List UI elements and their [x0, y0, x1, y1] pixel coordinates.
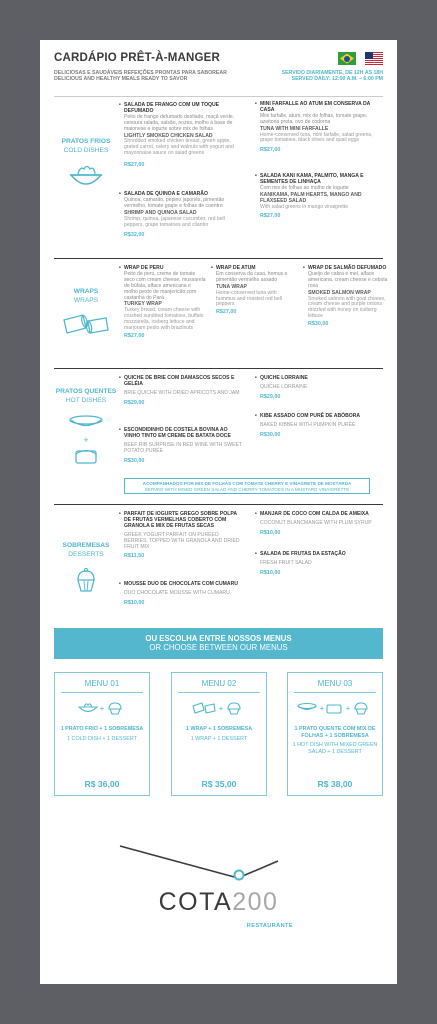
menu-item	[124, 582, 242, 607]
menu-price: R$ 38,00	[317, 779, 353, 789]
menu-item	[260, 414, 378, 439]
menu-title: MENU 03	[317, 679, 353, 688]
divider	[294, 692, 376, 693]
category-title-en: COLD DISHES	[63, 147, 109, 154]
category-desserts	[54, 542, 118, 593]
divider	[61, 692, 143, 693]
menu-item	[260, 174, 378, 220]
menu-item	[124, 512, 242, 560]
item-price: R$10,00	[260, 529, 281, 536]
item-desc: Peito de frango defumado desfiado, maçã verde, cenoura ralada, salsão, nozes, molho à base de maionese e iogurte sobre mix de folhas	[124, 113, 235, 132]
hot-dishes-icon	[67, 413, 105, 465]
menu-item	[260, 552, 378, 577]
item-name: • QUICHE DE BRIE COM DAMASCOS SECOS E GELÉIA	[124, 376, 242, 388]
item-desc-en: Home-conserved tuna, mini farfalle, salad greens, grape tomatoes, black olives and quail eggs	[260, 131, 373, 144]
item-desc-en: Shrimp, quinoa, japanese cucumber, red bell peppers, grape tomatoes and cilantro	[124, 215, 225, 228]
item-name: • SALADA KANI KAMA, PALMITO, MANGA E SEMENTES DE LINHAÇA	[260, 174, 378, 186]
item-price: R$11,50	[124, 553, 145, 560]
page-title: CARDÁPIO PRÊT-À-MANGER	[54, 52, 221, 64]
subtitle-pt: DELICIOSAS E SAUDÁVEIS REFEIÇÕES PRONTAS PARA SABOREAR	[54, 70, 227, 76]
service-hours	[253, 70, 383, 83]
svg-text:+: +	[99, 704, 105, 713]
category-title-en: HOT DISHES	[65, 397, 107, 404]
divider	[178, 692, 260, 693]
item-desc-en: FRESH FRUIT SALAD	[260, 559, 312, 566]
menu-line-pt: 1 PRATO FRIO + 1 SOBREMESA	[60, 726, 144, 732]
section-wraps	[54, 262, 388, 368]
item-name: • MANJAR DE COCO COM CALDA DE AMEIXA	[260, 512, 378, 518]
item-name-en: KANIKAMA, PALM HEARTS, MANGO AND FLAXSEED SALAD	[260, 191, 362, 204]
item-desc: Em conserva da casa, homus e pimentão vermelho assado	[216, 270, 288, 283]
svg-text:+: +	[218, 704, 224, 713]
item-name: • SALADA DE FRUTAS DA ESTAÇÃO	[260, 552, 378, 558]
menu-line-pt: 1 PRATO QUENTE COM MIX DE FOLHAS + 1 SOBREMESA	[294, 726, 376, 739]
brand-subtitle: RESTAURANTE	[246, 923, 293, 929]
menu-item	[308, 266, 388, 328]
menu-price: R$ 36,00	[84, 779, 120, 789]
svg-text:+: +	[345, 704, 351, 713]
divider	[54, 504, 383, 505]
item-name: • ESCONDIDINHO DE COSTELA BOVINA AO VINHO TINTO EM CREME DE BATATA DOCE	[124, 428, 242, 440]
subtitle-en: DELICIOUS AND HEALTHY MEALS READY TO SAVOR	[54, 76, 188, 83]
item-desc-en: BAKED KIBBEH WITH PUMPKIN PURÉE	[260, 421, 356, 428]
item-desc-en: With salad greens in mango vinaigrette	[260, 203, 349, 210]
item-name-en: SMOKED SALMON WRAP	[308, 289, 371, 296]
item-price: R$10,00	[260, 569, 281, 576]
menu-line-pt: 1 WRAP + 1 SOBREMESA	[185, 726, 253, 732]
item-desc-en: DUO CHOCOLATE MOUSSE WITH CUMARU	[124, 589, 230, 596]
item-name: • WRAP DE ATUM	[216, 266, 296, 272]
menu-title: MENU 01	[84, 679, 120, 688]
menu-price: R$ 35,00	[201, 779, 237, 789]
menu-item	[216, 266, 296, 316]
item-desc: Queijo de cabra e mel, alface americana, cream cheese e cebola roxa	[308, 270, 388, 289]
item-desc-en: Shredded smoked chicken breast, green apple, grated carrot, celery and walnuts with yogurt and mayonnaise sauce on salad greens	[124, 138, 234, 157]
item-price: R$27,00	[216, 309, 237, 316]
category-title-en: DESSERTS	[68, 551, 104, 558]
usa-flag-icon[interactable]	[365, 52, 383, 65]
cupcake-icon	[74, 567, 98, 593]
item-name-en: LIGHTLY SMOKED CHICKEN SALAD	[124, 132, 213, 139]
service-hours-en: SERVED DAILY: 12:00 A.M. – 6:00 PM	[291, 76, 383, 83]
brand-name-a: COTA	[158, 888, 233, 916]
divider	[54, 96, 383, 97]
clock-hands-logo-icon	[40, 840, 397, 890]
item-name-en: TUNA WITH MINI FARFALLE	[260, 125, 329, 132]
service-hours-pt: SERVIDO DIARIAMENTE, DE 12H ÀS 18H	[281, 70, 383, 76]
item-price: R$10,00	[124, 599, 145, 606]
category-title-pt: PRATOS QUENTES	[55, 388, 117, 395]
item-desc: Quinoa, camarão, pepino japonês, pimentão vermelho, tomate grape e folhas de coentro	[124, 196, 225, 209]
item-price: R$27,00	[124, 162, 145, 169]
item-name: • QUICHE LORRAINE	[260, 376, 378, 382]
menu-line-en: 1 COLD DISH + 1 DESSERT	[67, 735, 137, 742]
menu-title: MENU 02	[201, 679, 237, 688]
item-desc: Com mix de folhas ao molho de iogurte	[260, 184, 349, 191]
item-name: • MOUSSE DUO DE CHOCOLATE COM CUMARU	[124, 582, 242, 588]
menu-item	[260, 512, 378, 537]
menu-item	[124, 192, 242, 239]
menu-line-en: 1 HOT DISH WITH MIXED GREEN SALAD + 1 DESSERT	[292, 742, 378, 755]
item-price: R$27,00	[124, 332, 145, 339]
header	[54, 52, 383, 102]
salad-plus-dessert-icon	[77, 701, 127, 715]
item-name: • PARFAIT DE IOGURTE GREGO SOBRE POLPA DE FRUTAS VERMELHAS COBERTO COM GRANOLA E MIX DE FRUTAS SECAS	[124, 512, 242, 530]
item-price: R$32,00	[124, 232, 145, 239]
item-name: • SALADA DE QUINOA E CAMARÃO	[124, 192, 242, 198]
salad-bowl-icon	[68, 163, 104, 189]
item-desc-en: Home-conserved tuna with hummus and roasted red bell peppers	[216, 289, 282, 308]
side-salad-note	[124, 478, 370, 494]
item-name-en: SHRIMP AND QUINOA SALAD	[124, 209, 197, 216]
menu-item	[260, 102, 378, 154]
menu-item	[260, 376, 378, 401]
svg-text:+: +	[83, 435, 89, 445]
item-desc-en: Turkey breast, cream cheese with crushed sundried tomatoes, buffalo mozzarella, iceberg lettuce and marjoram pesto with brazilnuts	[124, 307, 204, 332]
menu-item	[124, 103, 242, 169]
item-desc-en: COCONUT BLANCMANGE WITH PLUM SYRUP	[260, 519, 372, 526]
item-name-en: TUNA WRAP	[216, 283, 247, 290]
category-title-pt: WRAPS	[73, 288, 99, 295]
item-price: R$27,00	[260, 147, 281, 154]
menu-card-03[interactable]	[287, 672, 383, 796]
category-title-pt: SOBREMESAS	[62, 542, 110, 549]
menu-item	[124, 428, 242, 465]
svg-text:+: +	[319, 704, 325, 713]
menu-line-en: 1 WRAP + 1 DESSERT	[190, 735, 248, 742]
item-desc: Peito de peru, creme de tomate seco com cream cheese, mussarela de búfala, alface americana e molho pesto de manjericão com castanha do Pará	[124, 270, 206, 301]
item-desc-en: QUICHE LORRAINE	[260, 383, 308, 390]
menu-card-01[interactable]	[54, 672, 150, 796]
brazil-flag-icon[interactable]	[338, 52, 356, 65]
banner-pt: OU ESCOLHA ENTRE NOSSOS MENUS	[145, 634, 292, 643]
note-pt: ACOMPANHADOS POR MIX DE FOLHAS COM TOMATE CHERRY E VINAGRETE DE MOSTARDA	[142, 480, 352, 486]
section-cold-dishes	[54, 100, 383, 258]
menu-page	[40, 40, 397, 984]
menus-banner	[54, 628, 383, 659]
brand-name	[40, 888, 397, 917]
item-name-en: TURKEY WRAP	[124, 301, 162, 308]
item-price: R$30,00	[124, 457, 145, 464]
item-name: • WRAP DE SALMÃO DEFUMADO	[308, 266, 388, 272]
note-en: SERVED WITH MIXED GREEN SALAD AND CHERRY TOMATOES IN A MUSTARD VINAIGRETTE	[144, 486, 350, 492]
item-desc-en: BEEF RIB SURPRISE IN RED WINE WITH SWEET POTATO PURÉE	[124, 441, 242, 454]
category-hot-dishes	[54, 388, 118, 465]
menu-item	[124, 266, 206, 340]
item-name: • SALADA DE FRANGO COM UM TOQUE DEFUMADO	[124, 103, 242, 115]
category-title-pt: PRATOS FRIOS	[61, 138, 111, 145]
item-price: R$29,00	[260, 393, 281, 400]
item-name: • WRAP DE PERU	[124, 266, 206, 272]
brand-name-b: 200	[232, 888, 279, 916]
item-desc-en: GREEK YOGURT PARFAIT ON PURÉED BERRIES, TOPPED WITH GRANOLA AND DRIED FRUIT MIX	[124, 531, 240, 550]
divider	[54, 368, 383, 369]
item-desc: Mini farfalle, atum, mix de folhas, tomate grape, azeitona preta, ovo de codorna	[260, 112, 368, 125]
menu-item	[124, 376, 242, 407]
subtitle	[54, 70, 254, 83]
item-desc-en: BRIE QUICHE WITH DRIED APRICOTS AND JAM	[124, 389, 240, 396]
item-price: R$30,00	[260, 431, 281, 438]
section-desserts	[54, 508, 383, 624]
menu-card-02[interactable]	[171, 672, 267, 796]
item-price: R$29,00	[124, 399, 145, 406]
hot-dish-plus-salad-plus-dessert-icon	[297, 701, 373, 715]
item-price: R$30,00	[308, 321, 329, 328]
item-name: • MINI FARFALLE AO ATUM EM CONSERVA DA CASA	[260, 102, 378, 114]
banner-en: OR CHOOSE BETWEEN OUR MENUS	[149, 643, 288, 652]
item-price: R$27,00	[260, 213, 281, 220]
wrap-icon	[61, 313, 111, 335]
item-desc-en: Smoked salmon with goat cheese, cream cheese and purple onions drizzled with honey on iceberg lettuce	[308, 295, 386, 320]
item-name: • KIBE ASSADO COM PURÊ DE ABÓBORA	[260, 414, 378, 420]
category-cold-dishes	[54, 138, 118, 189]
category-wraps	[54, 288, 118, 335]
language-flags	[338, 52, 383, 65]
divider	[54, 258, 383, 259]
category-title-en: WRAPS	[73, 297, 99, 304]
wrap-plus-dessert-icon	[192, 701, 246, 715]
